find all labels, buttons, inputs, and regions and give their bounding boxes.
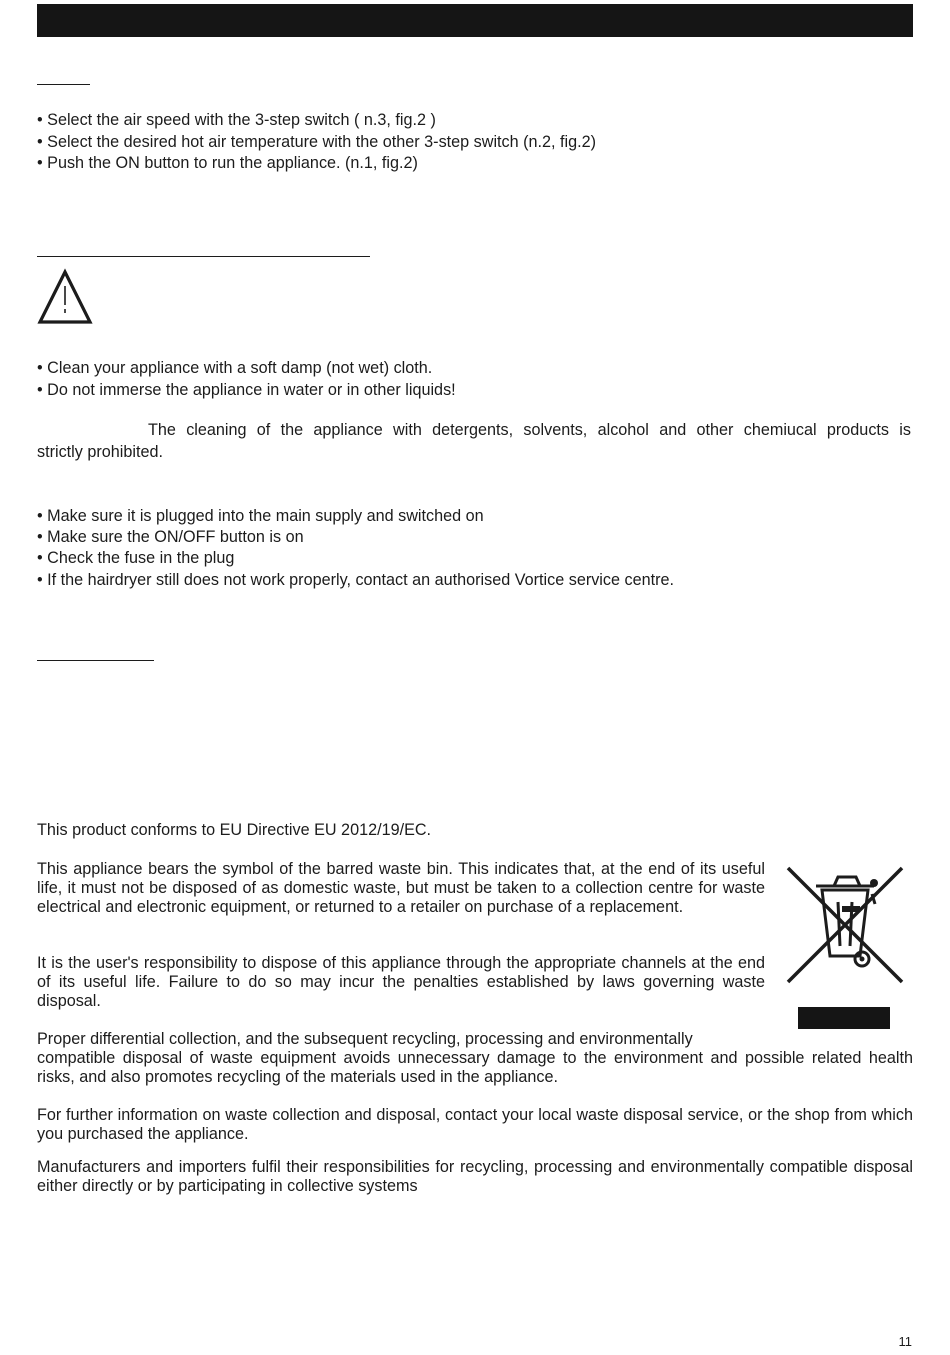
warning-triangle-icon — [37, 268, 93, 326]
user-responsibility-paragraph: It is the user's responsibility to dispose of this appliance through the appropriate channels at the end of its useful life. Failure to do so may incur the penalties established by laws governing waste disposal. — [37, 954, 765, 1010]
cleaning-warning-text: The cleaning of the appliance with detergents, solvents, alcohol and other chemiucal products is — [148, 421, 911, 439]
troubleshooting-bullet: • If the hairdryer still does not work properly, contact an authorised Vortice service centre. — [37, 571, 674, 589]
waste-bin-symbol-paragraph: This appliance bears the symbol of the barred waste bin. This indicates that, at the end of its useful life, it must not be disposed of as domestic waste, but must be taken to a collection centre for waste electrical and electronic equipment, or returned to a retailer on purchase of a replacement. — [37, 860, 765, 916]
section-underline-cleaning — [37, 256, 370, 257]
cleaning-warning-text: strictly prohibited. — [37, 443, 163, 461]
crossed-out-wheelie-bin-icon — [782, 864, 910, 988]
differential-collection-paragraph: compatible disposal of waste equipment avoids unnecessary damage to the environment and possible related health risks, and also promotes recycling of the materials used in the appliance. — [37, 1049, 913, 1086]
differential-collection-paragraph: Proper differential collection, and the subsequent recycling, processing and environmentally — [37, 1030, 693, 1048]
usage-bullet: • Select the desired hot air temperature with the other 3-step switch (n.2, fig.2) — [37, 133, 597, 151]
further-information-paragraph: For further information on waste collection and disposal, contact your local waste disposal service, or the shop from which you purchased the appliance. — [37, 1106, 913, 1143]
troubleshooting-bullet: • Make sure it is plugged into the main supply and switched on — [37, 507, 484, 525]
section-underline-usage — [37, 84, 90, 85]
usage-bullet: • Select the air speed with the 3-step switch ( n.3, fig.2 ) — [37, 111, 436, 129]
troubleshooting-bullet: • Make sure the ON/OFF button is on — [37, 528, 304, 546]
cleaning-bullet: • Clean your appliance with a soft damp (not wet) cloth. — [37, 359, 433, 377]
section-underline-disposal — [37, 660, 154, 661]
page-number: 11 — [898, 1334, 912, 1349]
cleaning-bullet: • Do not immerse the appliance in water or in other liquids! — [37, 381, 456, 399]
weee-marking-bar — [798, 1007, 890, 1029]
conformity-text: This product conforms to EU Directive EU 2012/19/EC. — [37, 821, 432, 839]
usage-bullet: • Push the ON button to run the appliance. (n.1, fig.2) — [37, 154, 418, 172]
header-bar — [37, 4, 913, 37]
manufacturers-paragraph: Manufacturers and importers fulfil their responsibilities for recycling, processing and environmentally compatible disposal either directly or by participating in collective systems — [37, 1158, 913, 1195]
troubleshooting-bullet: • Check the fuse in the plug — [37, 549, 235, 567]
